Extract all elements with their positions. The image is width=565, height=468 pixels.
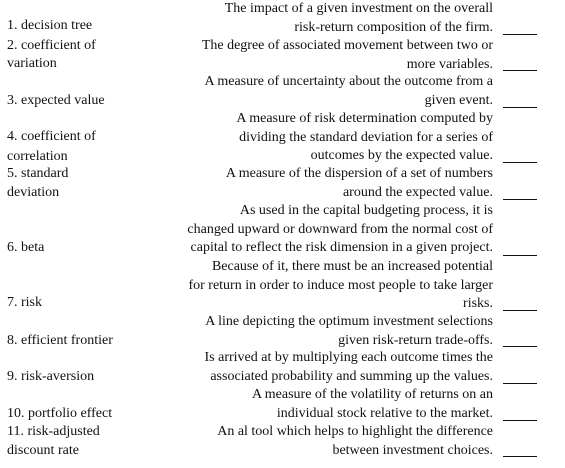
answer-blank-10[interactable] xyxy=(503,420,537,421)
definition-10 xyxy=(133,386,493,423)
definition-11 xyxy=(133,423,493,460)
definition-11-line1: An al tool which helps to highlight the difference xyxy=(217,424,493,439)
answer-blank-7[interactable] xyxy=(503,310,537,311)
definition-9-line2: associated probability and summing up the values. xyxy=(210,368,493,384)
definition-8-line2: given risk-return trade-offs. xyxy=(338,332,493,348)
term-expected-value: 3. expected value xyxy=(7,93,105,108)
definition-6-line1: As used in the capital budgeting process, it is xyxy=(239,203,493,218)
definition-3-line2: given event. xyxy=(424,92,493,108)
definition-4-line1: A measure of risk determination computed by xyxy=(236,111,493,126)
definition-8 xyxy=(133,313,493,350)
definition-9 xyxy=(133,349,493,386)
answer-blank-4[interactable] xyxy=(503,162,537,163)
definition-2-line2: more variables. xyxy=(406,56,493,72)
term-standard-deviation-line1: 5. standard xyxy=(7,166,69,181)
definition-7-line2: for return in order to induce most people to take larger xyxy=(188,277,493,293)
definition-1-line2: risk-return composition of the firm. xyxy=(294,19,493,35)
answer-blank-6[interactable] xyxy=(503,255,537,256)
definition-10-line2: individual stock relative to the market. xyxy=(276,405,493,421)
definition-4-line3: outcomes by the expected value. xyxy=(310,148,493,163)
term-beta: 6. beta xyxy=(7,240,45,255)
definition-5 xyxy=(133,165,493,202)
definition-1 xyxy=(133,0,493,37)
definition-1-line1: The impact of a given investment on the overall xyxy=(224,1,493,16)
answer-blank-11[interactable] xyxy=(503,456,537,457)
term-risk-adjusted-discount-rate-line1: 11. risk-adjusted xyxy=(7,424,100,439)
term-coefficient-of-variation-line1: 2. coefficient of xyxy=(7,38,96,53)
answer-blank-5[interactable] xyxy=(503,199,537,200)
term-decision-tree: 1. decision tree xyxy=(7,18,93,33)
definition-7 xyxy=(133,258,493,314)
definition-6-line2: changed upward or downward from the normal cost of xyxy=(187,221,493,237)
definition-6-line3: capital to reflect the risk dimension in a given project. xyxy=(190,240,493,255)
definition-11-line2: between investment choices. xyxy=(332,442,493,458)
answer-blank-9[interactable] xyxy=(503,383,537,384)
term-risk: 7. risk xyxy=(7,295,42,310)
term-risk-adjusted-discount-rate-line2: discount rate xyxy=(7,443,79,458)
answer-blank-1[interactable] xyxy=(503,34,537,35)
definition-2-line1: The degree of associated movement between two or xyxy=(201,38,493,53)
term-portfolio-effect: 10. portfolio effect xyxy=(7,406,113,421)
definition-5-line1: A measure of the dispersion of a set of numbers xyxy=(225,166,493,181)
term-efficient-frontier: 8. efficient frontier xyxy=(7,333,113,348)
term-risk-aversion: 9. risk-aversion xyxy=(7,369,95,384)
definition-2 xyxy=(133,37,493,74)
term-coefficient-of-correlation-line1: 4. coefficient of xyxy=(7,129,96,144)
answer-blank-3[interactable] xyxy=(503,107,537,108)
definition-5-line2: around the expected value. xyxy=(342,184,493,200)
answer-blank-2[interactable] xyxy=(503,70,537,71)
definition-3 xyxy=(133,73,493,110)
definition-7-line3: risks. xyxy=(463,296,493,311)
answer-blank-8[interactable] xyxy=(503,346,537,347)
definition-3-line1: A measure of uncertainty about the outcome from a xyxy=(204,74,493,89)
definition-7-line1: Because of it, there must be an increased potential xyxy=(211,259,493,274)
definition-4-line2: dividing the standard deviation for a series of xyxy=(239,129,493,145)
definition-8-line1: A line depicting the optimum investment selections xyxy=(205,314,493,329)
term-coefficient-of-correlation-line2: correlation xyxy=(7,149,68,164)
term-standard-deviation-line2: deviation xyxy=(7,185,60,200)
definition-4 xyxy=(133,110,493,166)
term-coefficient-of-variation-line2: variation xyxy=(7,56,57,71)
definition-6 xyxy=(133,202,493,258)
definition-9-line1: Is arrived at by multiplying each outcome times the xyxy=(204,350,493,365)
definition-10-line1: A measure of the volatility of returns on an xyxy=(251,387,493,402)
